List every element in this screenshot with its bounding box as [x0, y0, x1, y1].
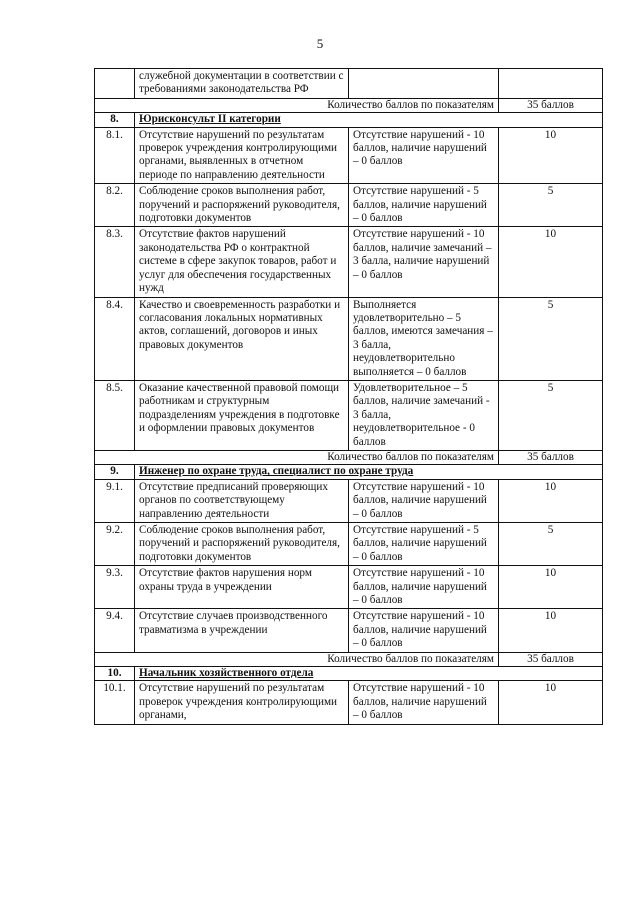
section-title: Юрисконсульт II категории: [135, 113, 603, 127]
table-row: [95, 609, 603, 652]
table-row: [95, 523, 603, 566]
points-value: 5: [499, 184, 603, 227]
points-value: 10: [499, 227, 603, 297]
section-header-row: [95, 465, 603, 479]
indicator-text: Соблюдение сроков выполнения работ, поручений и распоряжений руководителя, подготовки документов: [135, 523, 349, 566]
table-row: [95, 681, 603, 724]
row-number: 8.2.: [95, 184, 135, 227]
summary-row: [95, 98, 603, 112]
section-number: 9.: [95, 465, 135, 479]
summary-row: [95, 652, 603, 666]
criteria-text: Отсутствие нарушений - 10 баллов, наличие нарушений – 0 баллов: [349, 566, 499, 609]
row-number: 8.1.: [95, 127, 135, 184]
indicator-text: Отсутствие нарушений по результатам проверок учреждения контролирующими органами,: [135, 681, 349, 724]
row-number: 9.4.: [95, 609, 135, 652]
table-row: [95, 566, 603, 609]
points-value: 10: [499, 681, 603, 724]
points-value: 5: [499, 523, 603, 566]
table-row: [95, 227, 603, 297]
criteria-text: Отсутствие нарушений - 10 баллов, наличие замечаний – 3 балла, наличие нарушений – 0 баллов: [349, 227, 499, 297]
criteria-text: Отсутствие нарушений - 10 баллов, наличие нарушений – 0 баллов: [349, 479, 499, 522]
points-value: 10: [499, 609, 603, 652]
points-value: 5: [499, 297, 603, 380]
indicator-text: Отсутствие нарушений по результатам проверок учреждения контролирующими органами, выявленных в отчетном периоде по направлению деятельности: [135, 127, 349, 184]
section-title: Инженер по охране труда, специалист по охране труда: [135, 465, 603, 479]
criteria-text: Отсутствие нарушений - 10 баллов, наличие нарушений – 0 баллов: [349, 609, 499, 652]
table-row: [95, 127, 603, 184]
section-header-row: [95, 667, 603, 681]
indicator-text: Оказание качественной правовой помощи работникам и структурным подразделениям учреждения в подготовке и оформлении правовых документов: [135, 380, 349, 450]
row-number: 8.3.: [95, 227, 135, 297]
row-number: 9.1.: [95, 479, 135, 522]
summary-label: Количество баллов по показателям: [95, 98, 499, 112]
table-row: [95, 297, 603, 380]
indicator-text: Отсутствие предписаний проверяющих органов по соответствующему направлению деятельности: [135, 479, 349, 522]
criteria-text: Отсутствие нарушений - 10 баллов, наличие нарушений – 0 баллов: [349, 681, 499, 724]
criteria-text: [349, 69, 499, 99]
indicator-text: служебной документации в соответствии с требованиями законодательства РФ: [135, 69, 349, 99]
indicator-text: Соблюдение сроков выполнения работ, поручений и распоряжений руководителя, подготовки документов: [135, 184, 349, 227]
table-row: [95, 380, 603, 450]
points-value: 5: [499, 380, 603, 450]
points-value: 10: [499, 127, 603, 184]
summary-points: 35 баллов: [499, 98, 603, 112]
points-value: 10: [499, 566, 603, 609]
criteria-text: Выполняется удовлетворительно – 5 баллов, имеются замечания – 3 балла, неудовлетворительно выполняется – 0 баллов: [349, 297, 499, 380]
criteria-table-body: [95, 69, 603, 725]
row-number: 10.1.: [95, 681, 135, 724]
summary-label: Количество баллов по показателям: [95, 652, 499, 666]
table-row-fragment: [95, 69, 603, 99]
row-number: 8.4.: [95, 297, 135, 380]
indicator-text: Отсутствие фактов нарушения норм охраны труда в учреждении: [135, 566, 349, 609]
page-number: 5: [316, 36, 324, 51]
criteria-text: Отсутствие нарушений - 5 баллов, наличие нарушений – 0 баллов: [349, 523, 499, 566]
section-header-row: [95, 113, 603, 127]
criteria-table: [94, 68, 603, 725]
points-value: [499, 69, 603, 99]
points-value: 10: [499, 479, 603, 522]
section-number: 8.: [95, 113, 135, 127]
summary-points: 35 баллов: [499, 450, 603, 464]
section-title: Начальник хозяйственного отдела: [135, 667, 603, 681]
indicator-text: Отсутствие случаев производственного травматизма в учреждении: [135, 609, 349, 652]
criteria-text: Удовлетворительное – 5 баллов, наличие замечаний - 3 балла, неудовлетворительное - 0 баллов: [349, 380, 499, 450]
table-row: [95, 184, 603, 227]
row-number: 8.5.: [95, 380, 135, 450]
row-number-cell: [95, 69, 135, 99]
criteria-text: Отсутствие нарушений - 5 баллов, наличие нарушений – 0 баллов: [349, 184, 499, 227]
summary-points: 35 баллов: [499, 652, 603, 666]
indicator-text: Отсутствие фактов нарушений законодательства РФ о контрактной системе в сфере закупок товаров, работ и услуг для обеспечения государственных нужд: [135, 227, 349, 297]
criteria-text: Отсутствие нарушений - 10 баллов, наличие нарушений – 0 баллов: [349, 127, 499, 184]
row-number: 9.3.: [95, 566, 135, 609]
indicator-text: Качество и своевременность разработки и согласования локальных нормативных актов, соглашений, договоров и иных правовых документов: [135, 297, 349, 380]
table-row: [95, 479, 603, 522]
summary-row: [95, 450, 603, 464]
row-number: 9.2.: [95, 523, 135, 566]
summary-label: Количество баллов по показателям: [95, 450, 499, 464]
section-number: 10.: [95, 667, 135, 681]
